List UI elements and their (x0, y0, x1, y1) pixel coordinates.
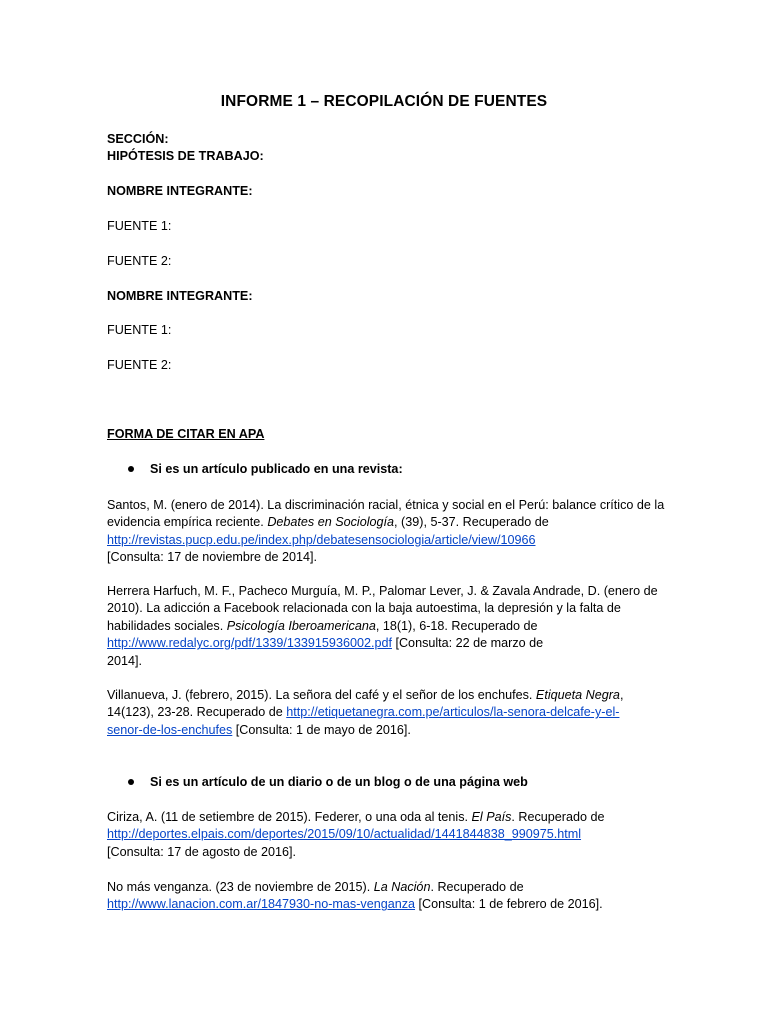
fuente-2-label-1: FUENTE 2: (107, 254, 172, 268)
nombre-integrante-label-1: NOMBRE INTEGRANTE: (107, 184, 253, 198)
bullet-revista (128, 461, 403, 478)
reference-line: Ciriza, A. (11 de setiembre de 2015). Federer, o una oda al tenis. El País. Recuperado de (107, 810, 605, 824)
reference-line: No más venganza. (23 de noviembre de 2015). La Nación. Recuperado de (107, 880, 524, 894)
reference-line: Herrera Harfuch, M. F., Pacheco Murguía, M. P., Palomar Lever, J. & Zavala Andrade, D. (enero de (107, 584, 658, 598)
bullet-web-text: Si es un artículo de un diario o de un blog o de una página web (150, 775, 528, 789)
reference-line: 2014]. (107, 653, 143, 668)
journal-title: Debates en Sociología (267, 515, 395, 530)
reference-ciriza (107, 809, 667, 861)
reference-link-villanueva-cont[interactable]: senor-de-los-enchufes (107, 722, 233, 737)
reference-link-santos[interactable]: http://revistas.pucp.edu.pe/index.php/debatesensociologia/article/view/10966 (107, 532, 536, 547)
bullet-icon (128, 466, 134, 472)
apa-heading: FORMA DE CITAR EN APA (107, 427, 265, 441)
reference-link-lanacion[interactable]: http://www.lanacion.com.ar/1847930-no-mas-venganza (107, 897, 416, 912)
bullet-revista-text: Si es un artículo publicado en una revista: (150, 462, 403, 476)
page-title: INFORME 1 – RECOPILACIÓN DE FUENTES (220, 93, 548, 110)
newspaper-title: La Nación (373, 880, 431, 894)
reference-herrera: Herrera Harfuch, M. F., Pacheco Murguía, M. P., Palomar Lever, J. & Zavala Andrade, D. (enero de 2010). La adicción a Facebook relacionada con la baja autoestima, la depresión y la falta de habilidades sociales. Psicología Iberoamericana, 18(1), 6-18. Recuperado de http://www.redalyc.org/pdf/1339/133915936002.pdf [Consulta: 22 de marzo de 2014]. (107, 583, 667, 670)
reference-line: 2010). La adicción a Facebook relacionada con la baja autoestima, la depresión y la falta de (107, 601, 621, 616)
reference-line: [Consulta: 17 de agosto de 2016]. (107, 844, 297, 859)
journal-title: Etiqueta Negra (535, 688, 620, 702)
reference-line: habilidades sociales. Psicología Iberoamericana, 18(1), 6-18. Recuperado de (107, 618, 538, 633)
nombre-integrante-label-2: NOMBRE INTEGRANTE: (107, 289, 253, 303)
reference-link-herrera[interactable]: http://www.redalyc.org/pdf/1339/133915936002.pdf (107, 636, 392, 651)
reference-santos (107, 497, 667, 567)
reference-line: Villanueva, J. (febrero, 2015). La señora del café y el señor de los enchufes. Etiqueta Negra, (107, 688, 624, 702)
hipotesis-label: HIPÓTESIS DE TRABAJO: (107, 149, 264, 163)
fuente-1-label-2: FUENTE 1: (107, 323, 172, 337)
reference-link-ciriza[interactable]: http://deportes.elpais.com/deportes/2015/09/10/actualidad/1441844838_990975.html (107, 827, 582, 842)
fuente-2-label-2: FUENTE 2: (107, 358, 172, 372)
bullet-web (128, 774, 528, 791)
fuente-1-label-1: FUENTE 1: (107, 219, 172, 233)
newspaper-title: El País (471, 810, 512, 824)
reference-link-villanueva[interactable]: http://etiquetanegra.com.pe/articulos/la-senora-delcafe-y-el- (286, 705, 620, 720)
reference-line: [Consulta: 17 de noviembre de 2014]. (107, 550, 318, 565)
seccion-label: SECCIÓN: (107, 132, 169, 146)
journal-title: Psicología Iberoamericana (226, 618, 376, 633)
reference-line: evidencia empírica reciente. Debates en Sociología, (39), 5-37. Recuperado de (107, 515, 549, 530)
bullet-icon (128, 779, 134, 785)
reference-line: Santos, M. (enero de 2014). La discriminación racial, étnica y social en el Perú: balance crítico de la (107, 498, 665, 512)
reference-no-mas-venganza: No más venganza. (23 de noviembre de 2015). La Nación. Recuperado de http://www.lanacion.com.ar/1847930-no-mas-venganza [Consulta: 1 de febrero de 2016]. (107, 879, 667, 914)
reference-villanueva: Villanueva, J. (febrero, 2015). La señora del café y el señor de los enchufes. Etiqueta Negra, 14(123), 23-28. Recuperado de http://etiquetanegra.com.pe/articulos/la-senora-delcafe-y-el- senor-de-los-enchufes [Consulta: 1 de mayo de 2016]. (107, 687, 667, 739)
